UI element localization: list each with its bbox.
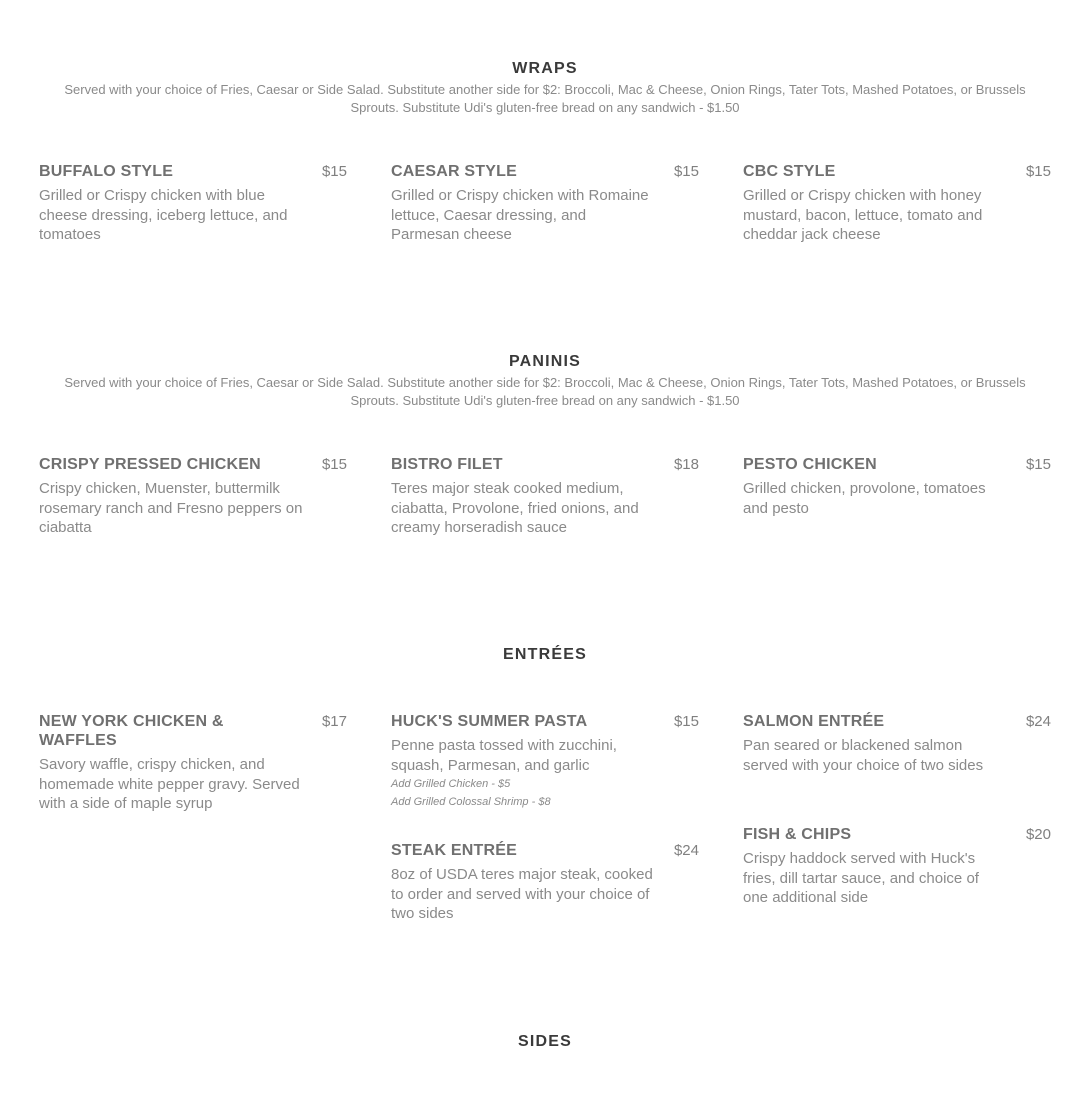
item-price: $17 (321, 713, 347, 730)
menu-item-fish-and-chips (743, 825, 1051, 908)
item-name: NEW YORK CHICKEN & WAFFLES (39, 713, 224, 749)
item-price: $15 (321, 456, 347, 473)
menu-item-buffalo-style (39, 162, 347, 245)
menu-item-steak-entree (391, 841, 699, 924)
item-name: SALMON ENTRÉE (743, 713, 885, 730)
item-description: Crispy haddock served with Huck's fries, dill tartar sauce, and choice of one additional side (743, 850, 979, 906)
item-price: $15 (1025, 163, 1051, 180)
section-title-wraps: WRAPS (512, 60, 578, 77)
item-price: $20 (1025, 826, 1051, 843)
item-name: PESTO CHICKEN (743, 456, 877, 473)
menu-item-crispy-pressed-chicken (39, 455, 347, 538)
menu-item-cbc-style (743, 162, 1051, 245)
item-description: Grilled or Crispy chicken with Romaine lettuce, Caesar dressing, and Parmesan cheese (391, 187, 649, 243)
item-price: $15 (321, 163, 347, 180)
wraps-section (0, 59, 1090, 117)
menu-item-salmon-entree (743, 712, 1051, 775)
item-name: FISH & CHIPS (743, 826, 852, 843)
item-price: $24 (673, 842, 699, 859)
item-price: $15 (1025, 456, 1051, 473)
item-description: Pan seared or blackened salmon served with your choice of two sides (743, 737, 984, 774)
item-description: Grilled or Crispy chicken with honey mustard, bacon, lettuce, tomato and cheddar jack cheese (743, 187, 983, 243)
item-addon: Add Grilled Chicken - $5 (391, 778, 511, 790)
entrees-section (0, 645, 1090, 665)
item-description: Crispy chicken, Muenster, buttermilk rosemary ranch and Fresno peppers on ciabatta (39, 480, 303, 536)
menu-item-caesar-style (391, 162, 699, 245)
item-name: STEAK ENTRÉE (391, 842, 517, 859)
item-price: $15 (673, 163, 699, 180)
menu-item-new-york-chicken-waffles (39, 712, 347, 814)
item-description: Teres major steak cooked medium, ciabatta, Provolone, fried onions, and creamy horseradish sauce (391, 480, 639, 536)
section-note-wraps: Served with your choice of Fries, Caesar or Side Salad. Substitute another side for $2: Broccoli, Mac & Cheese, Onion Rings, Tater Tots, Mashed Potatoes, or Brussels Sprouts. Substitute Udi's gluten-free bread on any sandwich - $1.50 (64, 82, 1026, 115)
item-description: Grilled or Crispy chicken with blue cheese dressing, iceberg lettuce, and tomatoes (39, 187, 288, 243)
item-name: CBC STYLE (743, 163, 836, 180)
item-name: BUFFALO STYLE (39, 163, 174, 180)
item-name: CRISPY PRESSED CHICKEN (39, 456, 261, 473)
item-name: CAESAR STYLE (391, 163, 517, 180)
item-description: 8oz of USDA teres major steak, cooked to order and served with your choice of two sides (391, 866, 653, 922)
sides-section (0, 1032, 1090, 1052)
item-name: BISTRO FILET (391, 456, 503, 473)
section-title-entrees: ENTRÉES (503, 646, 587, 663)
item-price: $24 (1025, 713, 1051, 730)
menu-item-bistro-filet (391, 455, 699, 538)
menu-item-pesto-chicken (743, 455, 1051, 518)
item-price: $15 (673, 713, 699, 730)
section-title-sides: SIDES (517, 1033, 572, 1050)
section-title-paninis: PANINIS (508, 353, 582, 370)
menu-item-hucks-summer-pasta (391, 712, 699, 811)
item-description: Savory waffle, crispy chicken, and homemade white pepper gravy. Served with a side of maple syrup (39, 756, 300, 812)
item-price: $18 (673, 456, 699, 473)
paninis-section (0, 352, 1090, 410)
item-name: HUCK'S SUMMER PASTA (391, 713, 588, 730)
section-note-paninis: Served with your choice of Fries, Caesar or Side Salad. Substitute another side for $2: Broccoli, Mac & Cheese, Onion Rings, Tater Tots, Mashed Potatoes, or Brussels Sprouts. Substitute Udi's gluten-free bread on any sandwich - $1.50 (64, 375, 1026, 408)
item-addon: Add Grilled Colossal Shrimp - $8 (391, 796, 551, 808)
item-description: Grilled chicken, provolone, tomatoes and pesto (743, 480, 986, 517)
item-description: Penne pasta tossed with zucchini, squash, Parmesan, and garlic (391, 737, 617, 774)
